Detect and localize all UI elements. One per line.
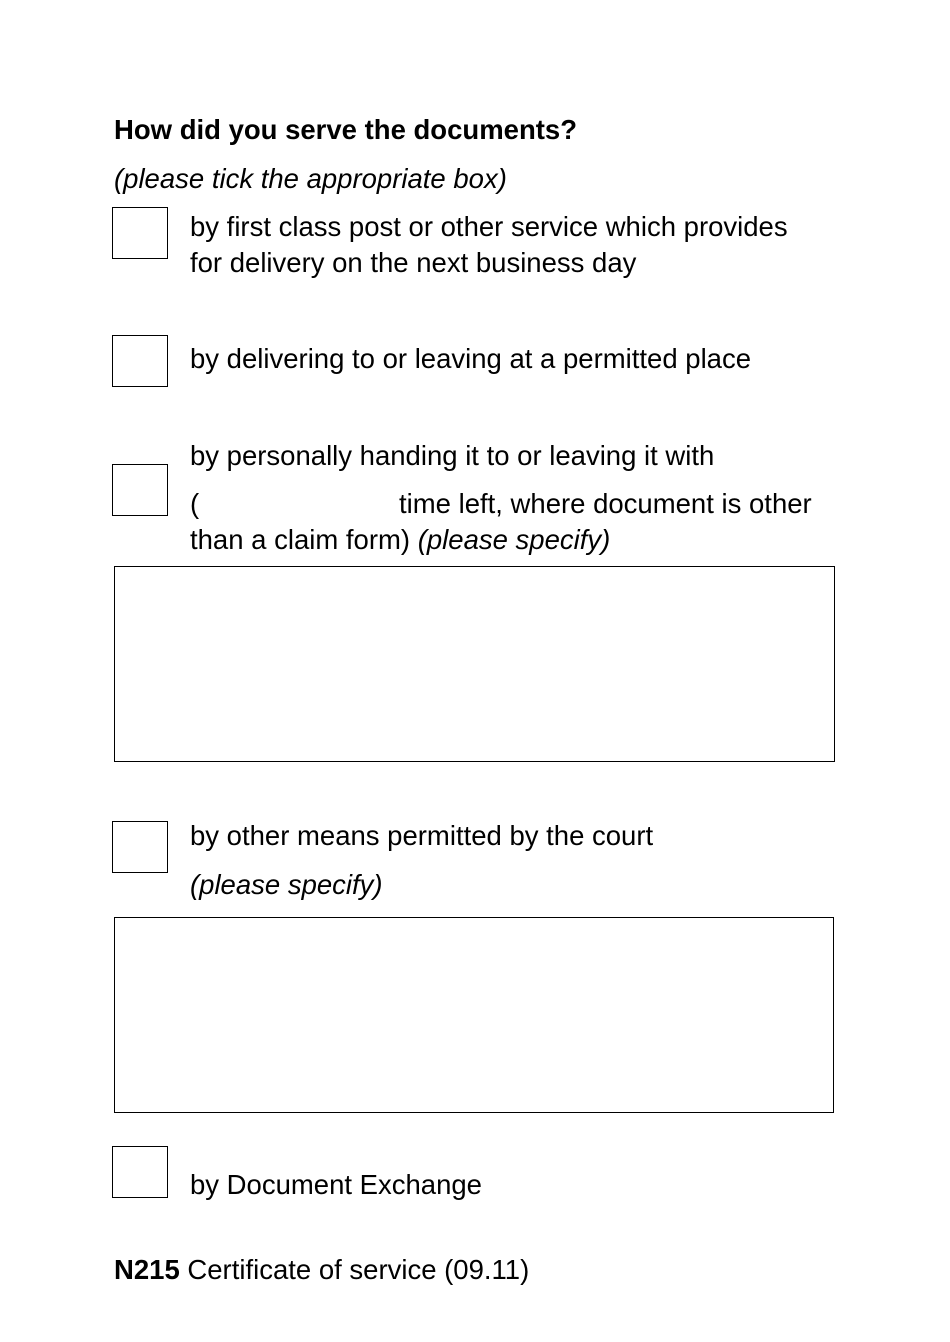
other-means-checkbox[interactable] — [112, 821, 168, 873]
personal-service-label-line3 — [190, 522, 610, 558]
personal-service-label-line2: time left, where document is other — [399, 488, 812, 519]
permitted-place-checkbox[interactable] — [112, 335, 168, 387]
form-code: N215 — [114, 1254, 180, 1285]
document-exchange-label: by Document Exchange — [190, 1169, 482, 1200]
personal-service-details-textarea[interactable] — [114, 566, 835, 762]
time-open-paren: ( — [190, 488, 200, 519]
permitted-place-label: by delivering to or leaving at a permitted place — [190, 343, 752, 374]
other-means-please-specify: (please specify) — [190, 869, 383, 900]
other-means-details-textarea[interactable] — [114, 917, 834, 1113]
other-means-label: by other means permitted by the court — [190, 820, 654, 851]
personal-service-label-line1: by personally handing it to or leaving it with — [190, 440, 715, 471]
first-class-post-label-line2: for delivery on the next business day — [190, 247, 637, 278]
question-heading: How did you serve the documents? — [114, 114, 577, 145]
personal-service-checkbox[interactable] — [112, 464, 168, 516]
document-exchange-checkbox[interactable] — [112, 1146, 168, 1198]
form-title: Certificate of service (09.11) — [187, 1254, 530, 1285]
first-class-post-label-line1: by first class post or other service which provides — [190, 211, 788, 242]
first-class-post-checkbox[interactable] — [112, 207, 168, 259]
time-left-input[interactable] — [204, 490, 392, 520]
personal-please-specify: (please specify) — [417, 524, 611, 555]
claim-form-text: than a claim form) — [190, 524, 411, 555]
form-footer — [114, 1252, 529, 1288]
tick-instruction: (please tick the appropriate box) — [114, 163, 507, 194]
